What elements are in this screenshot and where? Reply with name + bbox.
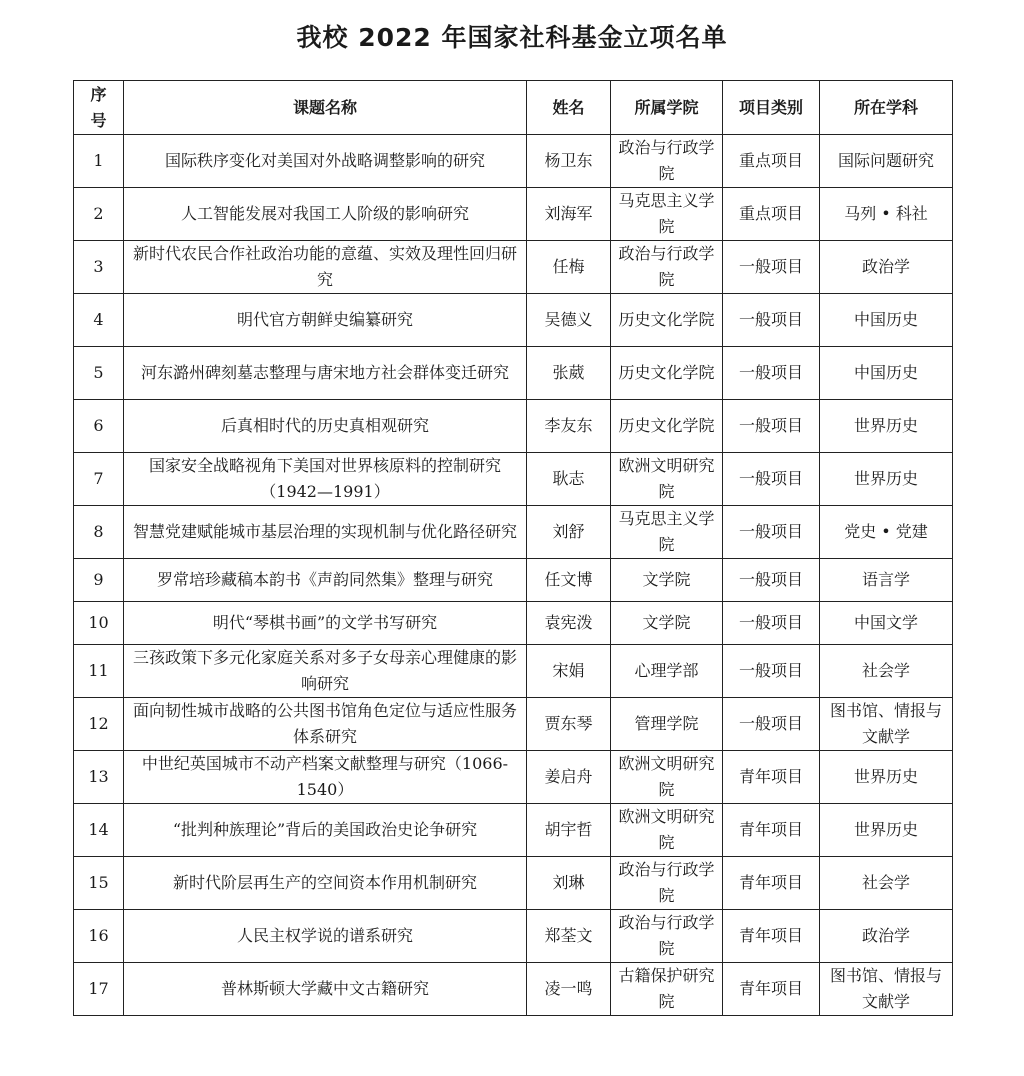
discipline-cell: 世界历史	[820, 453, 953, 506]
name-cell: 刘海军	[527, 188, 611, 241]
category-cell: 一般项目	[723, 698, 820, 751]
name-cell: 任梅	[527, 241, 611, 294]
table-row	[74, 602, 953, 645]
college-cell: 文学院	[611, 602, 723, 645]
college-cell: 欧洲文明研究院	[611, 804, 723, 857]
name-cell: 刘舒	[527, 506, 611, 559]
discipline-cell: 中国历史	[820, 347, 953, 400]
name-cell: 袁宪泼	[527, 602, 611, 645]
title-cell: 面向韧性城市战略的公共图书馆角色定位与适应性服务体系研究	[124, 698, 527, 751]
college-cell: 历史文化学院	[611, 294, 723, 347]
table-row	[74, 188, 953, 241]
table-row	[74, 698, 953, 751]
title-cell: 人民主权学说的谱系研究	[124, 910, 527, 963]
college-cell: 马克思主义学院	[611, 506, 723, 559]
title-cell: 智慧党建赋能城市基层治理的实现机制与优化路径研究	[124, 506, 527, 559]
discipline-cell: 国际问题研究	[820, 135, 953, 188]
discipline-cell: 社会学	[820, 857, 953, 910]
name-cell: 张葳	[527, 347, 611, 400]
table-row	[74, 506, 953, 559]
seq-cell: 12	[74, 698, 124, 751]
name-cell: 凌一鸣	[527, 963, 611, 1016]
seq-cell: 17	[74, 963, 124, 1016]
discipline-cell: 政治学	[820, 910, 953, 963]
title-cell: 后真相时代的历史真相观研究	[124, 400, 527, 453]
name-cell: 耿志	[527, 453, 611, 506]
college-cell: 心理学部	[611, 645, 723, 698]
college-cell: 政治与行政学院	[611, 910, 723, 963]
category-cell: 一般项目	[723, 241, 820, 294]
category-cell: 重点项目	[723, 188, 820, 241]
title-cell: “批判种族理论”背后的美国政治史论争研究	[124, 804, 527, 857]
category-cell: 青年项目	[723, 963, 820, 1016]
name-cell: 姜启舟	[527, 751, 611, 804]
seq-cell: 16	[74, 910, 124, 963]
title-cell: 人工智能发展对我国工人阶级的影响研究	[124, 188, 527, 241]
college-cell: 历史文化学院	[611, 347, 723, 400]
seq-cell: 6	[74, 400, 124, 453]
title-cell: 明代“琴棋书画”的文学书写研究	[124, 602, 527, 645]
discipline-cell: 社会学	[820, 645, 953, 698]
table-row	[74, 453, 953, 506]
category-cell: 一般项目	[723, 506, 820, 559]
seq-cell: 10	[74, 602, 124, 645]
title-cell: 明代官方朝鲜史编纂研究	[124, 294, 527, 347]
title-cell: 河东潞州碑刻墓志整理与唐宋地方社会群体变迁研究	[124, 347, 527, 400]
table-row	[74, 135, 953, 188]
category-cell: 青年项目	[723, 910, 820, 963]
table-row	[74, 645, 953, 698]
seq-cell: 2	[74, 188, 124, 241]
category-cell: 一般项目	[723, 645, 820, 698]
seq-cell: 5	[74, 347, 124, 400]
category-cell: 一般项目	[723, 294, 820, 347]
title-cell: 新时代农民合作社政治功能的意蕴、实效及理性回归研究	[124, 241, 527, 294]
header-name: 姓名	[527, 81, 611, 135]
name-cell: 刘琳	[527, 857, 611, 910]
header-seq: 序号	[74, 81, 124, 135]
title-cell: 国际秩序变化对美国对外战略调整影响的研究	[124, 135, 527, 188]
seq-cell: 14	[74, 804, 124, 857]
name-cell: 郑荃文	[527, 910, 611, 963]
seq-cell: 1	[74, 135, 124, 188]
table-row	[74, 963, 953, 1016]
college-cell: 古籍保护研究院	[611, 963, 723, 1016]
header-title: 课题名称	[124, 81, 527, 135]
name-cell: 李友东	[527, 400, 611, 453]
discipline-cell: 中国文学	[820, 602, 953, 645]
header-college: 所属学院	[611, 81, 723, 135]
name-cell: 吴德义	[527, 294, 611, 347]
discipline-cell: 图书馆、情报与文献学	[820, 698, 953, 751]
category-cell: 青年项目	[723, 857, 820, 910]
title-cell: 新时代阶层再生产的空间资本作用机制研究	[124, 857, 527, 910]
college-cell: 管理学院	[611, 698, 723, 751]
seq-cell: 7	[74, 453, 124, 506]
discipline-cell: 图书馆、情报与文献学	[820, 963, 953, 1016]
discipline-cell: 语言学	[820, 559, 953, 602]
college-cell: 政治与行政学院	[611, 135, 723, 188]
seq-cell: 4	[74, 294, 124, 347]
header-discipline: 所在学科	[820, 81, 953, 135]
seq-cell: 11	[74, 645, 124, 698]
header-row	[74, 81, 953, 135]
seq-cell: 13	[74, 751, 124, 804]
discipline-cell: 马列 • 科社	[820, 188, 953, 241]
college-cell: 欧洲文明研究院	[611, 751, 723, 804]
discipline-cell: 世界历史	[820, 751, 953, 804]
discipline-cell: 党史 • 党建	[820, 506, 953, 559]
seq-cell: 8	[74, 506, 124, 559]
name-cell: 任文博	[527, 559, 611, 602]
college-cell: 马克思主义学院	[611, 188, 723, 241]
name-cell: 杨卫东	[527, 135, 611, 188]
college-cell: 欧洲文明研究院	[611, 453, 723, 506]
table-row	[74, 804, 953, 857]
table-row	[74, 910, 953, 963]
category-cell: 青年项目	[723, 804, 820, 857]
college-cell: 政治与行政学院	[611, 857, 723, 910]
table-row	[74, 400, 953, 453]
header-category: 项目类别	[723, 81, 820, 135]
grant-list-table	[73, 80, 953, 1016]
table-row	[74, 857, 953, 910]
category-cell: 一般项目	[723, 400, 820, 453]
seq-cell: 3	[74, 241, 124, 294]
discipline-cell: 世界历史	[820, 804, 953, 857]
discipline-cell: 政治学	[820, 241, 953, 294]
table-row	[74, 559, 953, 602]
discipline-cell: 中国历史	[820, 294, 953, 347]
page-title: 我校 2022 年国家社科基金立项名单	[296, 23, 728, 52]
category-cell: 青年项目	[723, 751, 820, 804]
category-cell: 一般项目	[723, 453, 820, 506]
table-row	[74, 294, 953, 347]
table-row	[74, 347, 953, 400]
table-row	[74, 751, 953, 804]
seq-cell: 15	[74, 857, 124, 910]
category-cell: 一般项目	[723, 602, 820, 645]
category-cell: 一般项目	[723, 347, 820, 400]
seq-cell: 9	[74, 559, 124, 602]
college-cell: 政治与行政学院	[611, 241, 723, 294]
category-cell: 一般项目	[723, 559, 820, 602]
title-cell: 中世纪英国城市不动产档案文献整理与研究（1066-1540）	[124, 751, 527, 804]
name-cell: 胡宇哲	[527, 804, 611, 857]
college-cell: 文学院	[611, 559, 723, 602]
title-cell: 罗常培珍藏稿本韵书《声韵同然集》整理与研究	[124, 559, 527, 602]
title-cell: 普林斯顿大学藏中文古籍研究	[124, 963, 527, 1016]
table-row	[74, 241, 953, 294]
name-cell: 贾东琴	[527, 698, 611, 751]
title-cell: 三孩政策下多元化家庭关系对多子女母亲心理健康的影响研究	[124, 645, 527, 698]
college-cell: 历史文化学院	[611, 400, 723, 453]
name-cell: 宋娟	[527, 645, 611, 698]
title-cell: 国家安全战略视角下美国对世界核原料的控制研究（1942—1991）	[124, 453, 527, 506]
discipline-cell: 世界历史	[820, 400, 953, 453]
category-cell: 重点项目	[723, 135, 820, 188]
